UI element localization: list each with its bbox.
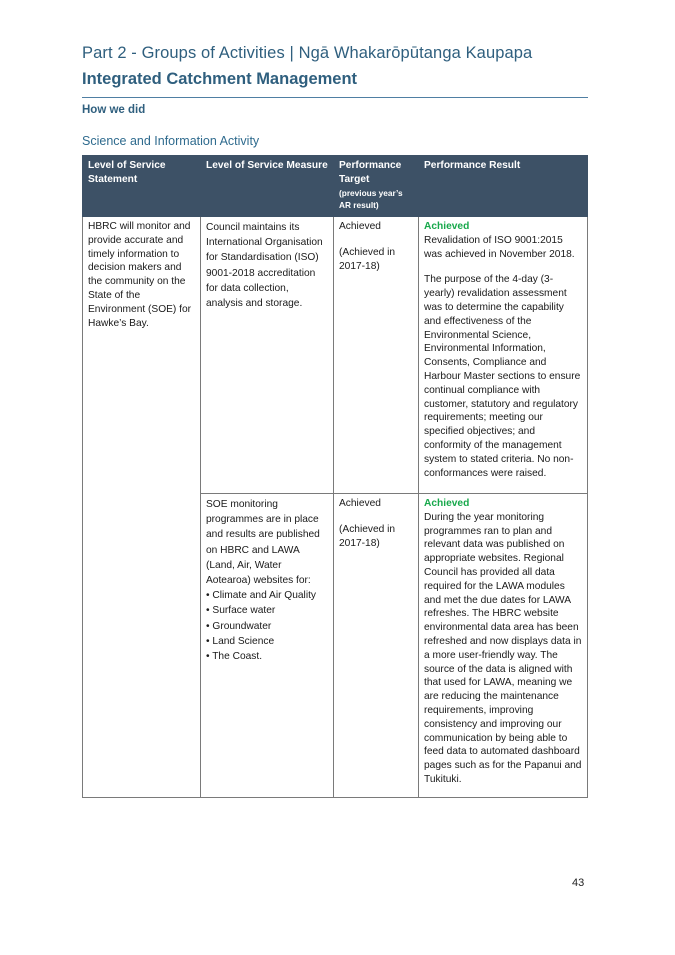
list-item: • Surface water xyxy=(206,605,276,617)
target-cell xyxy=(334,217,419,494)
list-item: • Climate and Air Quality xyxy=(206,590,317,602)
activity-title: Science and Information Activity xyxy=(82,134,260,148)
col-header-target xyxy=(334,156,419,217)
how-we-did-heading: How we did xyxy=(82,104,146,116)
list-item: • Land Science xyxy=(206,635,275,647)
performance-table xyxy=(82,155,588,798)
col-header-target-note: (previous year’s AR result) xyxy=(339,187,403,210)
col-header-statement: Level of Service Statement xyxy=(83,156,201,217)
result-text: Revalidation of ISO 9001:2015 was achieved in November 2018. xyxy=(424,234,575,260)
measure-text: Council maintains its International Organisation for Standardisation (ISO) 9001-2018 accreditation for data collection, analysis and storage. xyxy=(206,222,323,310)
result-status-badge: Achieved xyxy=(424,498,470,509)
col-header-result: Performance Result xyxy=(419,156,588,217)
target-value: Achieved xyxy=(339,498,381,509)
result-text: The purpose of the 4-day (3-yearly) revalidation assessment was to determine the capability and effectiveness of the Environmental Science, Environmental Information, Consents, Compliance and Harbour Master sections to ensure continual compliance with customer, statutory and regulatory requirements; meeting our specified objectives; and conformity of the management system to stated criteria. No non-conformances were raised. xyxy=(424,274,581,479)
list-item: • Groundwater xyxy=(206,620,272,632)
target-cell xyxy=(334,494,419,798)
service-statement-cell: HBRC will monitor and provide accurate and timely information to decision makers and the community on the State of the Environment (SOE) for Hawke’s Bay. xyxy=(83,217,201,798)
result-cell xyxy=(419,494,588,798)
measure-cell xyxy=(201,494,334,798)
table-header-row xyxy=(83,156,588,217)
target-previous: (Achieved in 2017-18) xyxy=(339,246,396,272)
col-header-target-label: Performance Target xyxy=(339,160,402,185)
measure-cell xyxy=(201,217,334,494)
page-header xyxy=(82,44,588,89)
header-divider xyxy=(82,97,588,98)
result-text: During the year monitoring programmes ran to plan and relevant data was published on appropriate websites. Regional Council has provided all data required for the LAWA modules and met the due dates for LAWA refreshes. The HBRC website environmental data area has been refreshed and now displays data in a more user-friendly way. The source of the data is aligned with that used for LAWA, meaning we are reducing the maintenance requirements, improving consistency and improving our communication by being able to feed data to automated dashboard pages such as for the Papanui and Tukituki. xyxy=(424,511,582,785)
target-previous: (Achieved in 2017-18) xyxy=(339,523,396,549)
result-cell xyxy=(419,217,588,494)
measure-text: SOE monitoring programmes are in place and results are published on HBRC and LAWA (Land, Air, Water Aotearoa) websites for: xyxy=(206,499,320,587)
col-header-measure: Level of Service Measure xyxy=(201,156,334,217)
target-value: Achieved xyxy=(339,221,381,232)
measure-bullet-list xyxy=(206,588,328,664)
table-row xyxy=(83,217,588,494)
part-title: Part 2 - Groups of Activities | Ngā Whakarōpūtanga Kaupapa xyxy=(82,44,533,62)
page-number: 43 xyxy=(572,877,585,889)
result-status-badge: Achieved xyxy=(424,221,470,232)
list-item: • The Coast. xyxy=(206,651,263,663)
section-title: Integrated Catchment Management xyxy=(82,70,358,88)
